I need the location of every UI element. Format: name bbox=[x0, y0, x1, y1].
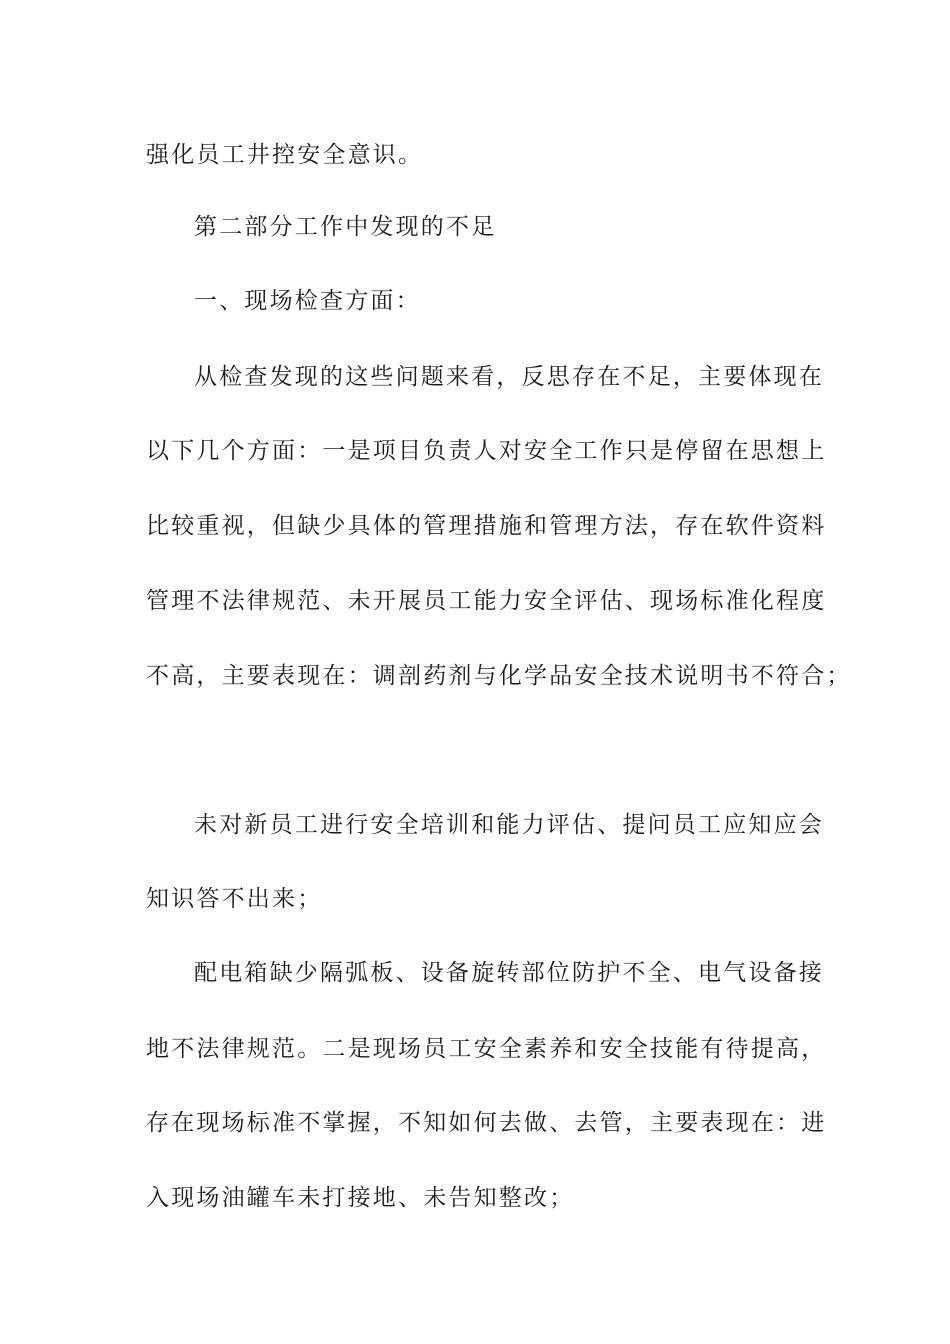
text-line-14: 入现场油罐车未打接地、未告知整改； bbox=[146, 1185, 575, 1211]
text-line-11: 配电箱缺少隔弧板、设备旋转部位防护不全、电气设备接 bbox=[194, 960, 824, 986]
text-line-9: 未对新员工进行安全培训和能力评估、提问员工应知应会 bbox=[194, 812, 824, 838]
text-line-6: 比较重视，但缺少具体的管理措施和管理方法，存在软件资料 bbox=[146, 513, 827, 539]
subsection-heading: 一、现场检查方面： bbox=[194, 288, 421, 314]
text-line-5: 以下几个方面：一是项目负责人对安全工作只是停留在思想上 bbox=[146, 438, 827, 464]
text-line-8: 不高，主要表现在：调剖药剂与化学品安全技术说明书不符合； bbox=[146, 663, 852, 689]
section-heading: 第二部分工作中发现的不足 bbox=[194, 214, 497, 240]
text-line-10: 知识答不出来； bbox=[146, 886, 323, 912]
text-line-1: 强化员工井控安全意识。 bbox=[146, 142, 424, 168]
text-line-13: 存在现场标准不掌握，不知如何去做、去管，主要表现在：进 bbox=[146, 1110, 827, 1136]
text-line-7: 管理不法律规范、未开展员工能力安全评估、现场标准化程度 bbox=[146, 588, 827, 614]
text-line-12: 地不法律规范。二是现场员工安全素养和安全技能有待提高， bbox=[146, 1036, 827, 1062]
text-line-4: 从检查发现的这些问题来看，反思存在不足，主要体现在 bbox=[194, 364, 824, 390]
